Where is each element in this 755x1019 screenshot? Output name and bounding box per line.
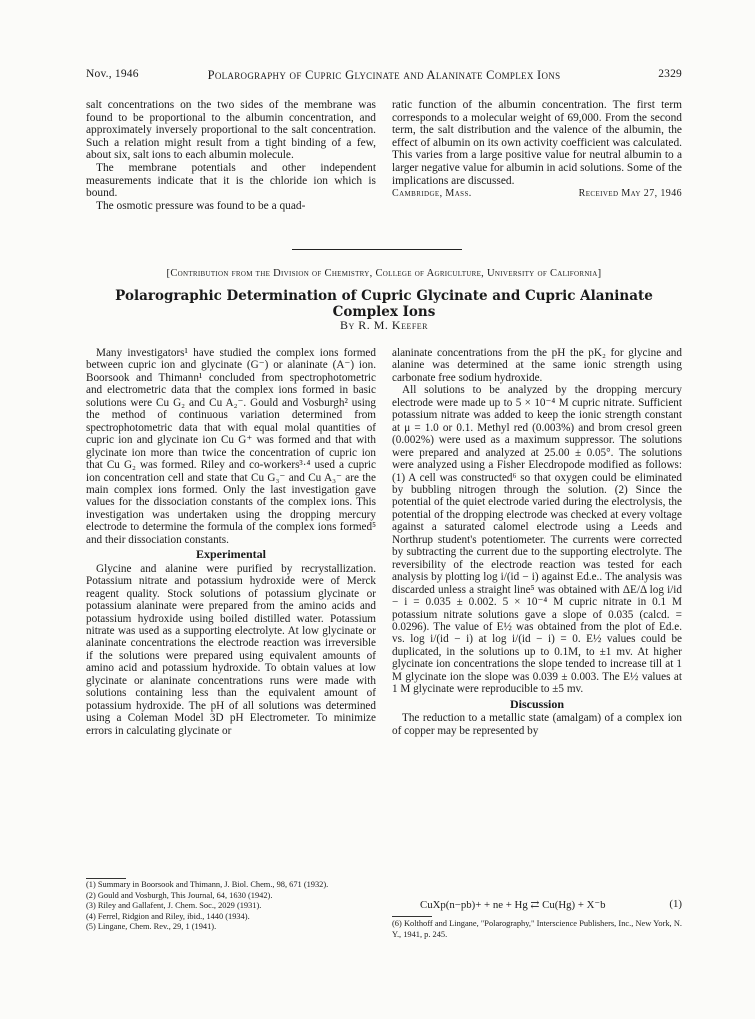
signature-line	[392, 188, 682, 201]
section-heading-discussion: Discussion	[509, 696, 565, 711]
paragraph: The reduction to a metallic state (amalgam) of a complex ion of copper may be represented by	[392, 712, 682, 737]
paragraph: Many investigators¹ have studied the complex ions formed between cupric ion and glycinate (G⁻) or alaninate (A⁻) ion. Boorsook and Thimann¹ concluded from spectrophotometric and electrometric data that the complex ions formed in basic solutions were Cu G₂ and Cu A₂⁻. Gould and Vosburgh² using the method of continuous variation determined from spectrophotometric data that with equal molal quantities of cupric ion and glycinate ion Cu G⁺ was formed and that with glycinate ion more than twice the concentration of cupric ion that Cu G₂ was formed. Riley and co-workers³·⁴ used a cupric ion concentration cell and state that Cu G₃⁻ and Cu A₃⁻ are the main complex ions formed. Only the last investigation gave values for the dissociation constants of the complex ions. This investigation was undertaken using the dropping mercury electrode to determine the formula of the complex ions formed⁵ and their dissociation constants.	[86, 347, 376, 546]
signature-place: Cambridge, Mass.	[392, 188, 472, 200]
paragraph: The membrane potentials and other independent measurements indicate that it is the chloride ion which is bound.	[86, 161, 376, 200]
paragraph: ratic function of the albumin concentration. The first term corresponds to a molecular weight of 69,000. From the second term, the salt distribution and the valence of the albumin, the effect of albumin on its own activity coefficient was calculated. This varies from a large positive value for neutral albumin to a larger negative value for albumin in acid solutions. Some of the implications are discussed.	[392, 99, 682, 187]
equation-number: (1)	[669, 898, 682, 910]
received-date: Received May 27, 1946	[578, 188, 682, 200]
paragraph: salt concentrations on the two sides of the membrane was found to be proportional to the albumin concentration, and approximately inversely proportional to the salt concentration. Such a relation might result from a tight binding of a few, about six, salt ions to each albumin molecule.	[86, 99, 376, 162]
paragraph: All solutions to be analyzed by the dropping mercury electrode were made up to 5 × 10⁻⁴ M cupric nitrate. Sufficient potassium nitrate was added to keep the ionic strength constant at μ = 1.0 or 0.1. Methyl red (0.003%) and brom cresol green (0.002%) were used as a maximum suppressor. The solutions were prepared and analyzed at 25.00 ± 0.05°. The solutions were analyzed using a Fisher Elecdropode modified as follows: (1) A cell was constructed⁶ so that oxygen could be eliminated by bubbling nitrogen through the solution. (2) Since the potential of the quiet electrode varied during the electrolysis, the potential of the dropping electrode was checked at every voltage against a saturated calomel electrode using a Leeds and Northrup student's potentiometer. The currents were corrected by subtracting the current due to the supporting electrolyte. The reversibility of the electrode reaction was tested for each analysis by plotting log i/(id − i) against Ed.e.. The analysis was discarded unless a straight line⁵ was obtained with ΔE/Δ log i/id − i = 0.035 ± 0.002. 5 × 10⁻⁴ M cupric nitrate in 0.1 M potassium nitrate solutions gave a slope of 0.035 (calcd. = 0.0296). The value of E½ was obtained from the plot of Ed.e. vs. log i/(id − i) at log i/(id − i) = 0. E½ values could be duplicated, in the solutions up to 0.1M, to ±1 mv. At higher glycinate ion concentrations the slope tended to increase till at 1 M glycinate ion the slope was 0.039 ± 0.003. The E½ values at 1 M glycinate were reproducible to ±5 mv.	[392, 384, 682, 696]
page-number: 2329	[658, 68, 682, 80]
footnote: (2) Gould and Vosburgh, This Journal, 64, 1630 (1942).	[86, 890, 273, 900]
footnotes-right	[392, 919, 682, 940]
footnote: (3) Riley and Gallafent, J. Chem. Soc., 2029 (1931).	[86, 901, 262, 911]
footnote: (5) Lingane, Chem. Rev., 29, 1 (1941).	[86, 922, 217, 932]
article-right-column	[392, 347, 682, 737]
paragraph: The osmotic pressure was found to be a quad-	[96, 199, 306, 212]
footnote-rule	[392, 916, 432, 917]
footnote-rule	[86, 878, 126, 879]
section-divider	[292, 249, 462, 250]
footnote: (1) Summary in Boorsook and Thimann, J. Biol. Chem., 98, 671 (1932).	[86, 880, 329, 889]
paragraph: alaninate concentrations from the pH the pK₂ for glycine and alanine was determined at the same ionic strength using carbonate free sodium hydroxide.	[392, 347, 682, 384]
header-title: Polarography of Cupric Glycinate and Alaninate Complex Ions	[207, 68, 561, 82]
footnote: (6) Kolthoff and Lingane, "Polarography," Interscience Publishers, Inc., New York, N. Y., 1941, p. 245.	[392, 919, 682, 939]
article-left-column	[86, 347, 376, 737]
footnotes-left	[86, 880, 376, 933]
footnote: (4) Ferrel, Ridgion and Riley, ibid., 1440 (1934).	[86, 911, 250, 921]
article-title: Polarographic Determination of Cupric Glycinate and Cupric Alaninate Complex Ions	[115, 288, 653, 320]
header-date: Nov., 1946	[86, 68, 139, 80]
equation-formula: CuXp(n−pb)+ + ne + Hg ⇄ Cu(Hg) + X⁻b	[420, 899, 606, 911]
previous-article-right-column	[392, 99, 682, 201]
article-author: By R. M. Keefer	[339, 318, 429, 332]
section-heading-experimental: Experimental	[196, 547, 266, 562]
equation	[420, 898, 682, 911]
running-header	[86, 68, 682, 82]
paragraph: Glycine and alanine were purified by recrystallization. Potassium nitrate and potassium hydroxide were of Merck reagent quality. Stock solutions of potassium glycinate or potassium alaninate were prepared from the amino acids and potassium hydroxide using boiled distilled water. Potassium nitrate was used as a supporting electrolyte. At low glycinate or alaninate concentrations the electrode reaction was irreversible if the solutions were prepared using equivalent amounts of amino acid and potassium hydroxide. To obtain values at low glycinate or alaninate concentrations runs were made with solutions containing less than the equivalent amount of potassium hydroxide. The pH of all solutions was determined using a Coleman Model 3D pH Electrometer. To minimize errors in calculating glycinate or	[86, 562, 376, 737]
contribution-line: [Contribution from the Division of Chemistry, College of Agriculture, University of California]	[166, 268, 602, 279]
previous-article-left-column	[86, 99, 376, 212]
